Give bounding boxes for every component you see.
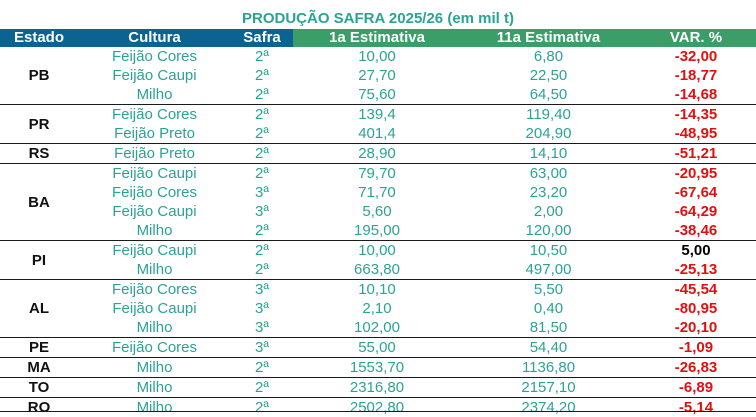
state-cell: PB	[28, 67, 50, 84]
estimativa-11-cell: 2157,10	[521, 379, 576, 396]
state-group-pe	[0, 337, 756, 357]
estimativa-1-cell: 2316,80	[349, 379, 405, 396]
table-row	[0, 164, 756, 183]
estimativa-1-cell: 27,70	[358, 67, 396, 84]
cultura-cell: Milho	[136, 379, 173, 396]
var-percent-cell: -5,14	[678, 399, 714, 416]
estimativa-11-cell: 6,80	[533, 48, 564, 65]
table-row	[0, 47, 756, 66]
cultura-cell: Feijão Caupi	[112, 242, 197, 259]
estimativa-11-cell: 10,50	[529, 242, 568, 259]
estimativa-11-cell: 0,40	[533, 300, 564, 317]
safra-cell: 2ª	[255, 86, 269, 103]
estimativa-11-cell: 64,50	[529, 86, 568, 103]
safra-cell: 2ª	[255, 67, 269, 84]
table-body	[0, 47, 756, 417]
estimativa-1-cell: 79,70	[358, 165, 396, 182]
var-percent-cell: -80,95	[674, 300, 718, 317]
state-group-rs	[0, 143, 756, 163]
state-group-to	[0, 377, 756, 397]
table-row	[0, 398, 756, 417]
table-row	[0, 144, 756, 163]
header-safra: Safra	[231, 29, 293, 47]
estimativa-1-cell: 102,00	[354, 319, 400, 336]
state-cell: TO	[28, 379, 50, 396]
table-row	[0, 202, 756, 221]
table-bottom-border	[0, 411, 756, 412]
estimativa-11-cell: 81,50	[529, 319, 568, 336]
cultura-cell: Milho	[136, 359, 173, 376]
estimativa-1-cell: 401,4	[358, 125, 396, 142]
table-row	[0, 280, 756, 299]
cultura-cell: Milho	[136, 261, 173, 278]
cultura-cell: Feijão Caupi	[112, 67, 197, 84]
table-row	[0, 221, 756, 240]
table-row	[0, 318, 756, 337]
estimativa-11-cell: 2,00	[533, 203, 564, 220]
var-percent-cell: -20,10	[674, 319, 718, 336]
estimativa-1-cell: 2502,80	[349, 399, 405, 416]
safra-cell: 3ª	[255, 300, 269, 317]
estimativa-1-cell: 2,10	[362, 300, 392, 317]
var-percent-cell: -64,29	[674, 203, 718, 220]
safra-cell: 3ª	[255, 319, 269, 336]
safra-cell: 3ª	[255, 339, 269, 356]
estimativa-1-cell: 71,70	[358, 184, 396, 201]
table-header	[0, 29, 756, 47]
cultura-cell: Feijão Caupi	[112, 300, 197, 317]
state-group-ma	[0, 357, 756, 377]
estimativa-11-cell: 54,40	[529, 339, 568, 356]
cultura-cell: Milho	[136, 399, 173, 416]
state-cell: RS	[28, 145, 50, 162]
table-row	[0, 338, 756, 357]
estimativa-11-cell: 23,20	[529, 184, 568, 201]
var-percent-cell: -32,00	[674, 48, 718, 65]
estimativa-1-cell: 10,10	[358, 281, 396, 298]
cultura-cell: Feijão Cores	[111, 281, 198, 298]
estimativa-1-cell: 10,00	[358, 48, 396, 65]
cultura-cell: Feijão Caupi	[112, 165, 197, 182]
cultura-cell: Milho	[136, 86, 173, 103]
estimativa-11-cell: 204,90	[525, 125, 572, 142]
estimativa-11-cell: 5,50	[533, 281, 564, 298]
estimativa-11-cell: 14,10	[529, 145, 568, 162]
state-group-pr	[0, 104, 756, 143]
estimativa-1-cell: 139,4	[358, 106, 396, 123]
state-cell: MA	[27, 359, 51, 376]
table-row	[0, 260, 756, 279]
safra-cell: 3ª	[255, 203, 269, 220]
estimativa-11-cell: 119,40	[526, 106, 571, 123]
estimativa-11-cell: 22,50	[529, 67, 568, 84]
state-group-ba	[0, 163, 756, 240]
cultura-cell: Feijão Cores	[111, 106, 198, 123]
estimativa-11-cell: 120,00	[525, 222, 572, 239]
safra-cell: 2ª	[255, 359, 269, 376]
state-cell: PE	[28, 339, 49, 356]
safra-cell: 2ª	[255, 222, 269, 239]
state-group-ro	[0, 397, 756, 417]
header-11a-estimativa: 11a Estimativa	[461, 29, 636, 47]
var-percent-cell: -67,64	[674, 184, 718, 201]
table-row	[0, 183, 756, 202]
table-row	[0, 124, 756, 143]
var-percent-cell: 5,00	[681, 242, 711, 259]
estimativa-1-cell: 75,60	[358, 86, 396, 103]
table-row	[0, 85, 756, 104]
cultura-cell: Feijão Cores	[111, 339, 198, 356]
estimativa-11-cell: 1136,80	[521, 359, 576, 376]
state-cell: PR	[28, 115, 50, 133]
estimativa-1-cell: 55,00	[358, 339, 396, 356]
estimativa-11-cell: 497,00	[525, 261, 572, 278]
header-cultura: Cultura	[78, 29, 231, 47]
estimativa-1-cell: 5,60	[362, 203, 392, 220]
estimativa-1-cell: 195,00	[354, 222, 400, 239]
table-row	[0, 66, 756, 85]
header-1a-estimativa: 1a Estimativa	[293, 29, 461, 47]
estimativa-1-cell: 663,80	[354, 261, 400, 278]
safra-cell: 3ª	[255, 184, 269, 201]
table-row	[0, 358, 756, 377]
estimativa-1-cell: 28,90	[358, 145, 396, 162]
var-percent-cell: -18,77	[674, 67, 718, 84]
cultura-cell: Feijão Cores	[111, 184, 198, 201]
table-title: PRODUÇÃO SAFRA 2025/26 (em mil t)	[241, 10, 514, 27]
cultura-cell: Feijão Preto	[114, 125, 195, 142]
table-row	[0, 105, 756, 124]
state-cell: RO	[27, 399, 51, 416]
cultura-cell: Feijão Preto	[114, 145, 195, 162]
var-percent-cell: -25,13	[674, 261, 718, 278]
safra-cell: 2ª	[255, 165, 269, 182]
state-group-pi	[0, 240, 756, 279]
state-group-pb	[0, 47, 756, 104]
estimativa-11-cell: 63,00	[529, 165, 568, 182]
var-percent-cell: -6,89	[678, 379, 714, 396]
estimativa-11-cell: 2374,20	[521, 399, 576, 416]
cultura-cell: Milho	[136, 319, 173, 336]
table-row	[0, 241, 756, 260]
var-percent-cell: -1,09	[678, 339, 714, 356]
state-cell: PI	[31, 251, 47, 269]
table-row	[0, 378, 756, 397]
state-cell: AL	[29, 300, 49, 317]
safra-cell: 2ª	[255, 261, 269, 278]
cultura-cell: Milho	[136, 222, 173, 239]
var-percent-cell: -26,83	[674, 359, 718, 376]
var-percent-cell: -20,95	[674, 165, 718, 182]
estimativa-1-cell: 10,00	[358, 242, 396, 259]
safra-cell: 2ª	[255, 242, 269, 259]
safra-cell: 3ª	[255, 281, 269, 298]
safra-cell: 2ª	[255, 48, 269, 65]
table-row	[0, 299, 756, 318]
header-estado: Estado	[0, 29, 78, 47]
var-percent-cell: -45,54	[674, 281, 718, 298]
var-percent-cell: -51,21	[674, 145, 718, 162]
safra-cell: 2ª	[255, 125, 269, 142]
safra-cell: 2ª	[255, 379, 269, 396]
safra-cell: 2ª	[255, 399, 269, 416]
cultura-cell: Feijão Cores	[111, 48, 198, 65]
estimativa-1-cell: 1553,70	[349, 359, 405, 376]
var-percent-cell: -14,68	[674, 86, 718, 103]
var-percent-cell: -38,46	[674, 222, 718, 239]
state-group-al	[0, 279, 756, 337]
cultura-cell: Feijão Caupi	[112, 203, 197, 220]
header-var-percent: VAR. %	[636, 29, 756, 47]
var-percent-cell: -14,35	[674, 106, 718, 123]
state-cell: BA	[28, 193, 50, 211]
safra-cell: 2ª	[255, 145, 269, 162]
var-percent-cell: -48,95	[674, 125, 718, 142]
safra-cell: 2ª	[255, 106, 269, 123]
